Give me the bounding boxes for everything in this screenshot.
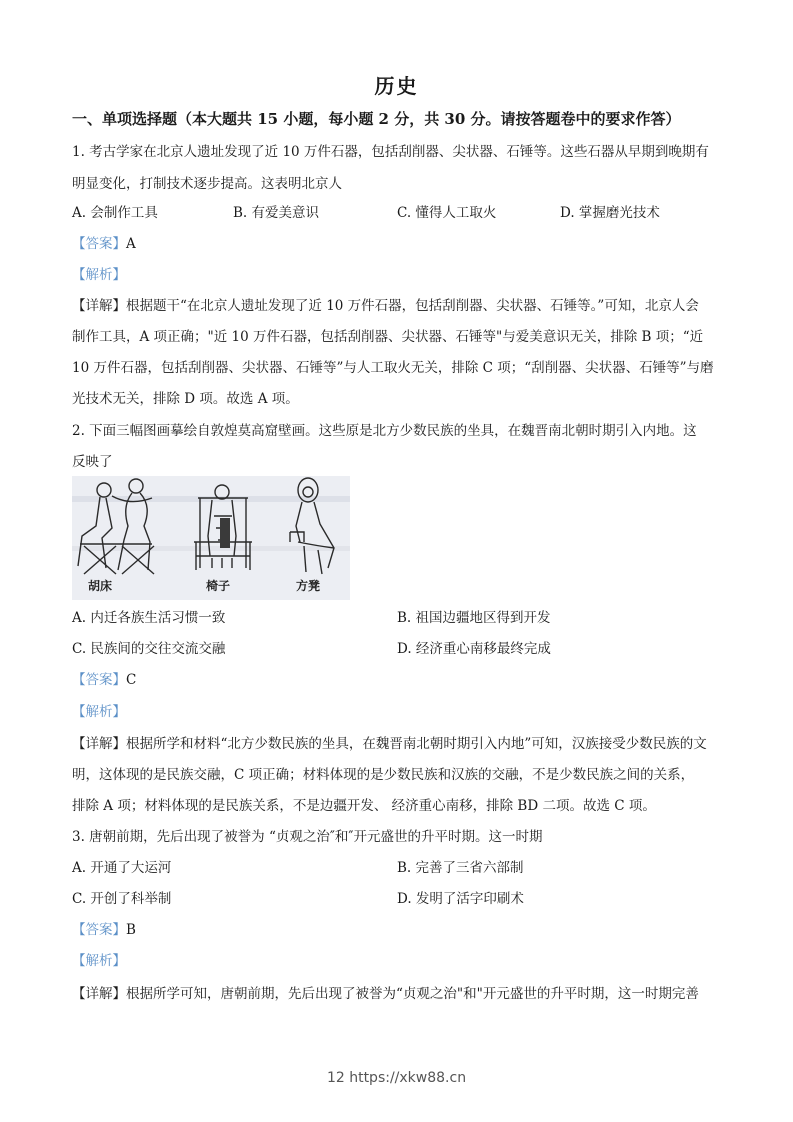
question-2-answer [72, 671, 136, 689]
question-1-detail-line-1 [72, 297, 699, 315]
answer-label: 【答案】 [72, 236, 126, 252]
question-1-detail-line-2: 制作工具，A 项正确；"近 10 万件石器，包括刮削器、尖状器、石锤等"与爱美意识无关，排除 B 项；“近 [72, 329, 704, 345]
question-2-option-b: B. 祖国边疆地区得到开发 [397, 610, 551, 626]
figure-caption-chair: 椅子 [206, 579, 231, 593]
question-2-option-a: A. 内迁各族生活习惯一致 [72, 610, 226, 626]
question-2-option-c: C. 民族间的交往交流交融 [72, 641, 226, 657]
section-heading: 一、单项选择题（本大题共 15 小题，每小题 2 分，共 30 分。请按答题卷中的要求作答） [72, 110, 681, 128]
figure-caption-hu-chuang: 胡床 [88, 579, 113, 593]
question-1-detail-line-4: 光技术无关，排除 D 项。故选 A 项。 [72, 391, 299, 407]
question-1-answer [72, 235, 136, 253]
question-2-detail-line-1 [72, 735, 707, 753]
analysis-label: 【解析】 [72, 704, 126, 720]
question-2-option-d: D. 经济重心南移最终完成 [397, 641, 551, 657]
detail-text: 根据题干“在北京人遗址发现了近 10 万件石器，包括刮削器、尖状器、石锤等。”可知，北京人会 [126, 298, 699, 314]
question-3-analysis-label [72, 952, 126, 970]
analysis-label: 【解析】 [72, 953, 126, 969]
detail-text: 根据所学可知，唐朝前期，先后出现了被誉为“贞观之治"和"开元盛世的升平时期，这一时期完善 [126, 986, 699, 1002]
question-3-option-b: B. 完善了三省六部制 [397, 860, 524, 876]
question-1-option-b: B. 有爱美意识 [233, 205, 320, 221]
answer-label: 【答案】 [72, 672, 126, 688]
detail-label: 【详解】 [72, 986, 126, 1002]
answer-value: A [126, 236, 136, 252]
question-1-option-c: C. 懂得人工取火 [397, 205, 497, 221]
question-2-analysis-label [72, 703, 126, 721]
question-2-stem-line-1: 2. 下面三幅图画摹绘自敦煌莫高窟壁画。这些原是北方少数民族的坐具，在魏晋南北朝时期引入内地。这 [72, 423, 697, 439]
analysis-label: 【解析】 [72, 267, 126, 283]
page-footer: 12 https://xkw88.cn [326, 1070, 467, 1086]
question-1-stem-line-2: 明显变化，打制技术逐步提高。这表明北京人 [72, 176, 342, 192]
question-3-option-d: D. 发明了活字印刷术 [397, 891, 524, 907]
question-2-detail-line-3: 排除 A 项；材料体现的是民族关系，不是边疆开发、 经济重心南移，排除 BD 二项。故选 C 项。 [72, 798, 656, 814]
question-2-detail-line-2: 明，这体现的是民族交融，C 项正确；材料体现的是少数民族和汉族的交融，不是少数民族之间的关系， [72, 767, 695, 783]
question-3-option-c: C. 开创了科举制 [72, 891, 172, 907]
question-1-analysis-label [72, 266, 126, 284]
answer-value: B [126, 922, 136, 938]
answer-value: C [126, 672, 137, 688]
question-1-detail-line-3: 10 万件石器，包括刮削器、尖状器、石锤等”与人工取火无关，排除 C 项；“刮削器、尖状器、石锤等”与磨 [72, 360, 714, 376]
question-3-stem-line-1: 3. 唐朝前期，先后出现了被誉为 “贞观之治″和″开元盛世的升平时期。这一时期 [72, 829, 543, 845]
detail-text: 根据所学和材料“北方少数民族的坐具，在魏晋南北朝时期引入内地”可知，汉族接受少数民族的文 [126, 736, 707, 752]
question-3-answer [72, 921, 136, 939]
detail-label: 【详解】 [72, 736, 126, 752]
figure-caption-square-stool: 方凳 [296, 579, 321, 593]
question-1-option-d: D. 掌握磨光技术 [560, 205, 660, 221]
answer-label: 【答案】 [72, 922, 126, 938]
question-3-option-a: A. 开通了大运河 [72, 860, 172, 876]
question-1-stem-line-1: 1. 考古学家在北京人遗址发现了近 10 万件石器，包括刮削器、尖状器、石锤等。这些石器从早期到晚期有 [72, 144, 709, 160]
page-title: 历史 [374, 74, 419, 98]
question-2-stem-line-2: 反映了 [72, 454, 113, 470]
question-1-option-a: A. 会制作工具 [72, 205, 158, 221]
seating-furniture-figure [72, 476, 350, 600]
question-3-detail-line-1 [72, 985, 699, 1003]
detail-label: 【详解】 [72, 298, 126, 314]
